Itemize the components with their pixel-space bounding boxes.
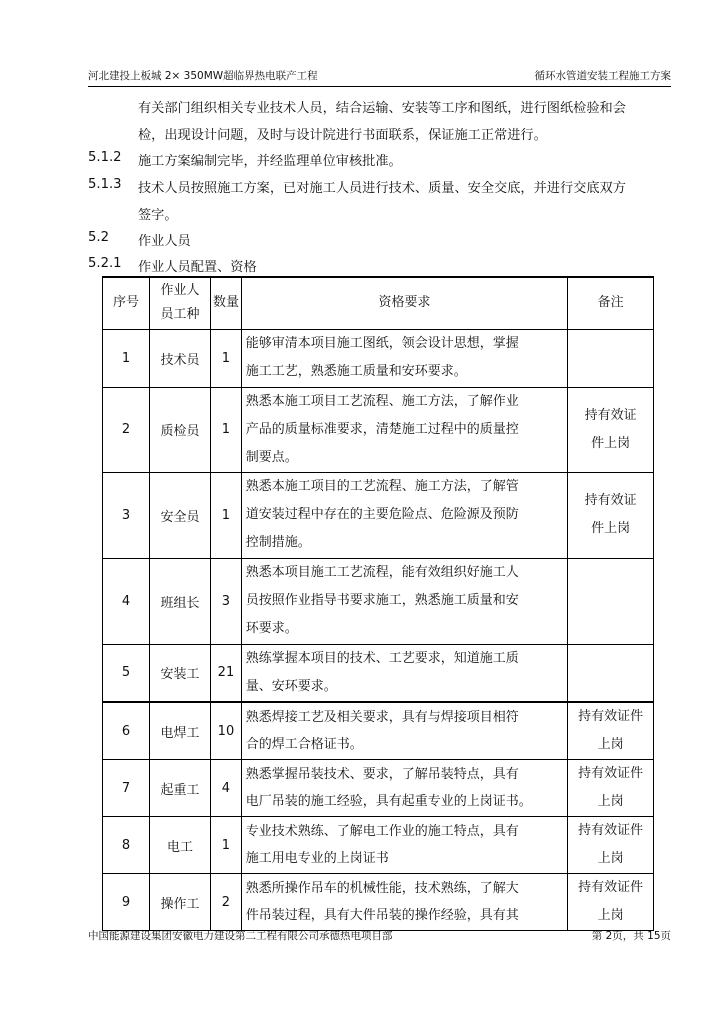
cell-count: 21 — [211, 644, 242, 702]
cell-no: 7 — [103, 760, 150, 817]
cell-type: 安装工 — [149, 644, 210, 702]
cell-requirements: 熟悉本项目施工工艺流程，能有效组织好施工人 员按照作业指导书要求施工，熟悉施工质量和安 环要求。 — [241, 558, 568, 644]
section-number: 5.1.3 — [88, 177, 122, 192]
cell-requirements: 熟悉所操作吊车的机械性能，技术熟练，了解大 件吊装过程，具有大件吊装的操作经验，具有其 — [241, 874, 568, 931]
cell-requirements: 熟练掌握本项目的技术、工艺要求，知道施工质 量、安环要求。 — [241, 644, 568, 702]
cell-note — [568, 558, 654, 644]
cell-note: 持有效证件 上岗 — [568, 874, 654, 931]
cell-no: 8 — [103, 817, 150, 874]
cell-note: 持有效证 件上岗 — [568, 387, 654, 472]
cell-count: 1 — [211, 329, 242, 387]
cell-requirements: 专业技术熟练、了解电工作业的施工特点，具有 施工用电专业的上岗证书 — [241, 817, 568, 874]
cell-count: 1 — [211, 472, 242, 558]
cell-type: 电工 — [149, 817, 210, 874]
header-note: 备注 — [568, 277, 654, 329]
cell-note: 持有效证件 上岗 — [568, 760, 654, 817]
page-number: 第 2页，共 15页 — [591, 930, 671, 942]
cell-note — [568, 329, 654, 387]
staff-qualification-table — [102, 276, 654, 931]
section-number: 5.1.2 — [88, 150, 122, 165]
cell-count: 4 — [211, 760, 242, 817]
header-count: 数量 — [211, 277, 242, 329]
cell-type: 起重工 — [149, 760, 210, 817]
table-row — [103, 558, 654, 644]
cell-type: 班组长 — [149, 558, 210, 644]
header-worker-type: 作业人 员工种 — [149, 277, 210, 329]
cell-type: 技术员 — [149, 329, 210, 387]
cell-count: 10 — [211, 702, 242, 760]
footer-company: 中国能源建设集团安徽电力建设第二工程有限公司承德热电项目部 — [88, 930, 393, 942]
table-row — [103, 472, 654, 558]
cell-requirements: 熟悉本施工项目的工艺流程、施工方法，了解管 道安装过程中存在的主要危险点、危险源及预防 控制措施。 — [241, 472, 568, 558]
cell-no: 1 — [103, 329, 150, 387]
table-row — [103, 387, 654, 472]
header-document-title: 循环水管道安装工程施工方案 — [534, 70, 671, 82]
cell-requirements: 熟悉焊接工艺及相关要求，具有与焊接项目相符 合的焊工合格证书。 — [241, 702, 568, 760]
cell-no: 2 — [103, 387, 150, 472]
header-requirements: 资格要求 — [241, 277, 568, 329]
cell-no: 6 — [103, 702, 150, 760]
cell-type: 安全员 — [149, 472, 210, 558]
header-no: 序号 — [103, 277, 150, 329]
table-row — [103, 644, 654, 702]
cell-type: 电焊工 — [149, 702, 210, 760]
cell-count: 1 — [211, 817, 242, 874]
table-row — [103, 329, 654, 387]
cell-note: 持有效证件 上岗 — [568, 702, 654, 760]
cell-no: 4 — [103, 558, 150, 644]
table-row — [103, 874, 654, 931]
cell-type: 操作工 — [149, 874, 210, 931]
cell-count: 2 — [211, 874, 242, 931]
cell-requirements: 熟悉掌握吊装技术、要求，了解吊装特点，具有 电厂吊装的施工经验，具有起重专业的上岗证书。 — [241, 760, 568, 817]
table-row — [103, 760, 654, 817]
cell-count: 3 — [211, 558, 242, 644]
section-number: 5.2 — [88, 230, 109, 245]
cell-requirements: 能够审清本项目施工图纸，领会设计思想，掌握 施工工艺，熟悉施工质量和安环要求。 — [241, 329, 568, 387]
cell-no: 3 — [103, 472, 150, 558]
cell-note: 持有效证件 上岗 — [568, 817, 654, 874]
cell-note — [568, 644, 654, 702]
table-row — [103, 702, 654, 760]
cell-note: 持有效证 件上岗 — [568, 472, 654, 558]
cell-no: 9 — [103, 874, 150, 931]
cell-type: 质检员 — [149, 387, 210, 472]
cell-no: 5 — [103, 644, 150, 702]
table-row — [103, 817, 654, 874]
cell-requirements: 熟悉本施工项目工艺流程、施工方法，了解作业 产品的质量标准要求，清楚施工过程中的质量控 制要点。 — [241, 387, 568, 472]
table-header-row — [103, 277, 654, 329]
cell-count: 1 — [211, 387, 242, 472]
header-divider — [88, 86, 671, 87]
header-project: 河北建投上板城 2× 350MW超临界热电联产工程 — [88, 70, 318, 82]
section-number: 5.2.1 — [88, 256, 122, 271]
